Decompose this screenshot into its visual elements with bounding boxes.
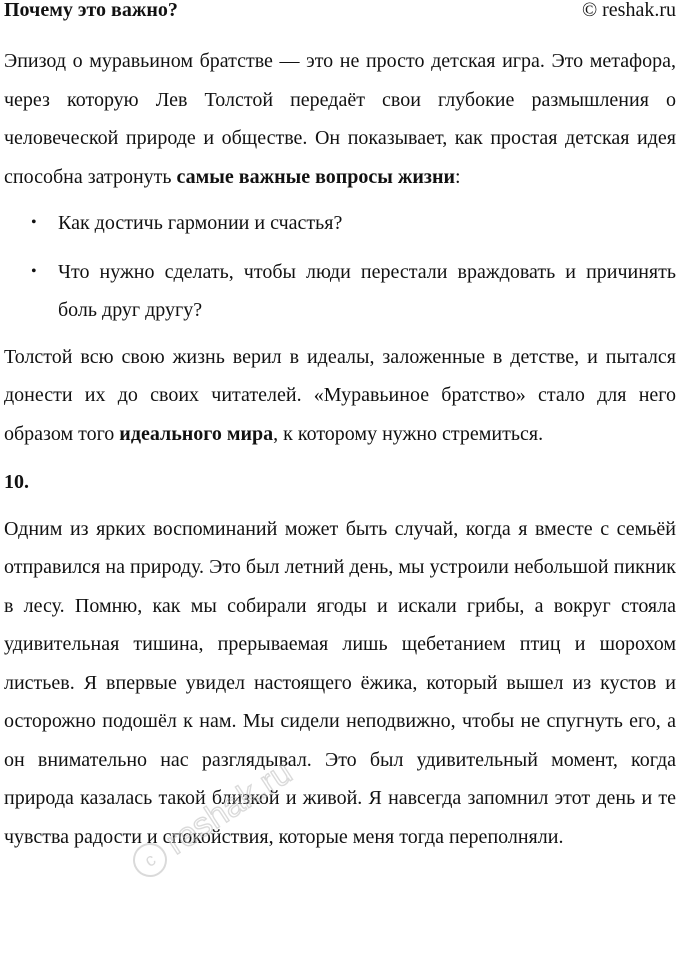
paragraph-tolstoy-bold: идеального мира [119, 422, 274, 445]
paragraph-memory: Одним из ярких воспоминаний может быть случай, когда я вместе с семьёй отправился на природу. Это был летний день, мы устроили небольшой пикник в лесу. Помню, как мы собирали ягоды и искали грибы, а вокруг стояла удивительная тишина, прерываемая лишь щебетанием птиц и шорохом листьев. Я впервые увидел настоящего ёжика, который вышел из кустов и осторожно подошёл к нам. Мы сидели неподвижно, чтобы не спугнуть его, а он внимательно нас разглядывал. Это был удивительный момент, когда природа казалась такой близкой и живой. Я навсегда запомнил этот день и те чувства радости и спокойствия, которые меня тогда переполняли. [4, 517, 676, 848]
bullet-marker: • [31, 262, 37, 280]
document-body [4, 42, 676, 856]
section-heading: Почему это важно? [4, 0, 178, 21]
task-number: 10. [4, 471, 29, 493]
paragraph-intro-bold: самые важные вопросы жизни [176, 165, 455, 188]
bullet-list [4, 204, 676, 330]
paragraph-tolstoy-end: , к которому нужно стремиться. [273, 422, 544, 445]
watermark-text: reshak.ru [159, 752, 299, 863]
bullet-marker: • [31, 214, 37, 231]
paragraph-tolstoy [4, 338, 676, 454]
paragraph-intro [4, 42, 676, 196]
paragraph-intro-end: : [455, 165, 461, 188]
list-item-text: Как достичь гармонии и счастья? [58, 212, 343, 234]
list-item [4, 253, 676, 330]
paragraph-intro-text: Эпизод о муравьином братстве — это не просто детская игра. Это метафора, через которую Лев Толстой передаёт свои глубокие размышления о человеческой природе и обществе. Он показывает, как простая детская идея способна затронуть [4, 50, 676, 188]
paragraph-tolstoy-text: Толстой всю свою жизнь верил в идеалы, заложенные в детстве, и пытался донести их до своих читателей. «Муравьиное братство» стало для него образом того [4, 345, 676, 445]
copyright-c-glyph: c [140, 849, 160, 871]
list-item-text: Что нужно сделать, чтобы люди перестали враждовать и причинять боль друг другу? [58, 260, 676, 321]
site-credit: © reshak.ru [581, 0, 676, 21]
page-header [0, 0, 680, 26]
list-item [4, 204, 676, 243]
